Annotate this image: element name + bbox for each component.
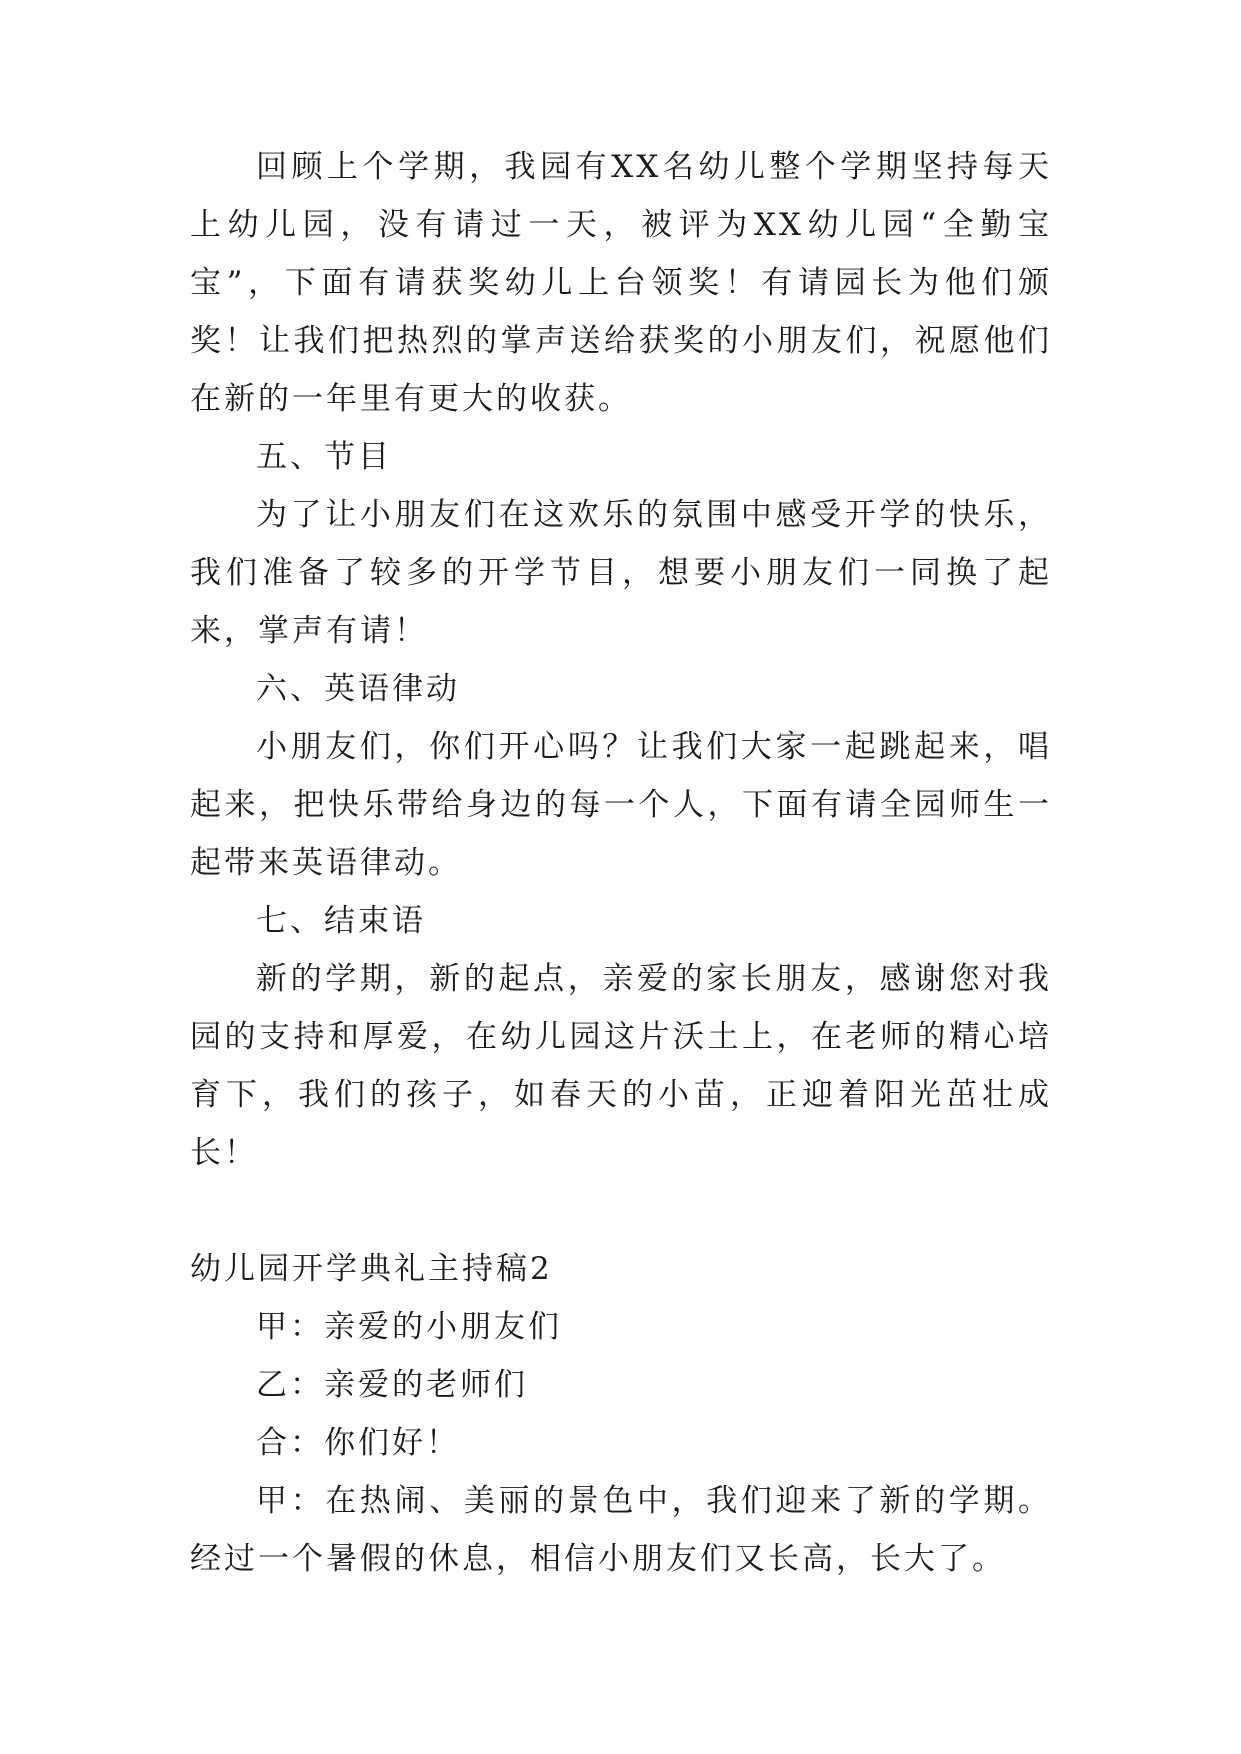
paragraph-closing: 新的学期，新的起点，亲爱的家长朋友，感谢您对我园的支持和厚爱，在幼儿园这片沃土上，在老师的精心培育下，我们的孩子，如春天的小苗，正迎着阳光茁壮成长！: [190, 961, 1052, 1171]
section-heading-program: 五、节目: [256, 439, 392, 475]
paragraph-english-rhythm: 小朋友们，你们开心吗？让我们大家一起跳起来，唱起来，把快乐带给身边的每一个人，下面有请全园师生一起带来英语律动。: [190, 729, 1052, 881]
dialogue-paragraph-jia: 甲：在热闹、美丽的景色中，我们迎来了新的学期。经过一个暑假的休息，相信小朋友们又长高，长大了。: [190, 1483, 1052, 1577]
document-title: 幼儿园开学典礼主持稿2: [190, 1251, 553, 1287]
paragraph-attendance-award: 回顾上个学期，我园有XX名幼儿整个学期坚持每天上幼儿园，没有请过一天，被评为XX幼儿园“全勤宝宝”，下面有请获奖幼儿上台领奖！有请园长为他们颁奖！让我们把热烈的掌声送给获奖的小朋友们，祝愿他们在新的一年里有更大的收获。: [190, 149, 1052, 417]
dialogue-line-jia: 甲：亲爱的小朋友们: [256, 1309, 562, 1345]
document-body: [190, 138, 1052, 1588]
section-spacer: [190, 1182, 1052, 1240]
dialogue-line-yi: 乙：亲爱的老师们: [256, 1367, 528, 1403]
paragraph-program: 为了让小朋友们在这欢乐的氛围中感受开学的快乐，我们准备了较多的开学节目，想要小朋友们一同换了起来，掌声有请！: [190, 497, 1052, 649]
section-heading-closing: 七、结束语: [256, 903, 426, 939]
dialogue-line-together: 合：你们好！: [256, 1425, 460, 1461]
section-heading-english-rhythm: 六、英语律动: [256, 671, 460, 707]
